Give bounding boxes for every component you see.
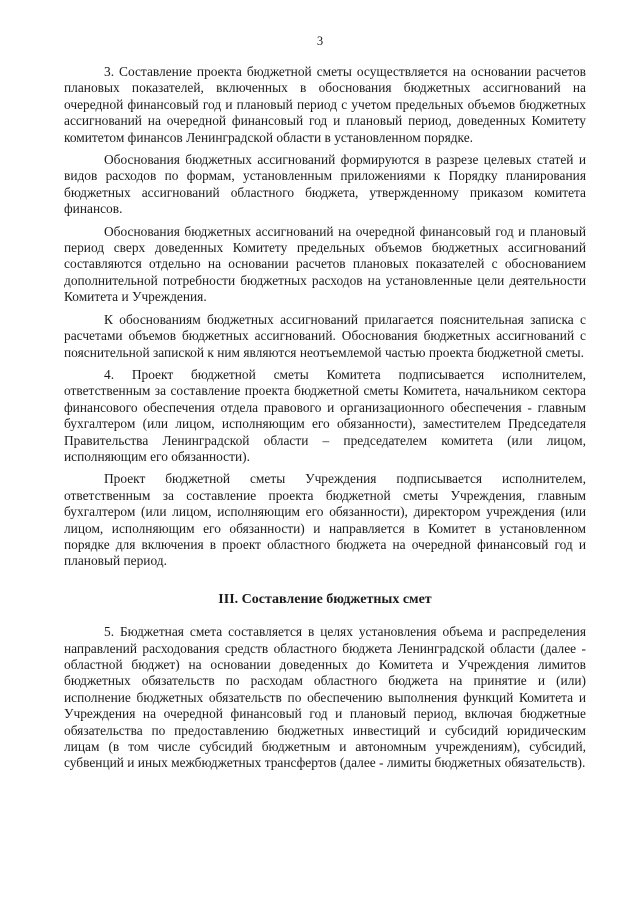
- paragraph-4-committee-signing: 4. Проект бюджетной сметы Комитета подписывается исполнителем, ответственным за составление проекта бюджетной сметы Комитета, начальником сектора финансового обеспечения отдела правового и организационного обеспечения - главным бухгалтером (или лицом, исполняющим его обязанности), заместителем Председателя Правительства Ленинградской области – председателем комитета (или лицом, исполняющим его обязанности).: [64, 366, 586, 464]
- paragraph-5-budget-estimate: 5. Бюджетная смета составляется в целях установления объема и распределения направлений расходования средств областного бюджета Ленинградской области (далее - областной бюджет) на основании доведенных до Комитета и Учреждения лимитов бюджетных обязательств по расходам областного бюджета на принятие и (или) исполнение бюджетных обязательств по обеспечению выполнения функций Комитета и Учреждения на очередной финансовый год и плановый период, включая бюджетные обязательства по предоставлению бюджетных инвестиций и субсидий юридическим лицам (в том числе субсидий бюджетным и автономным учреждениям), субсидий, субвенций и иных межбюджетных трансфертов (далее - лимиты бюджетных обязательств).: [64, 624, 586, 771]
- document-body: [64, 64, 586, 778]
- paragraph-institution-signing: Проект бюджетной сметы Учреждения подписывается исполнителем, ответственным за составление проекта бюджетной сметы Учреждения, главным бухгалтером (или лицом, исполняющим его обязанности), директором учреждения (или лицом, исполняющим его обязанности) и направляется в Комитет в установленном порядке для включения в проект областного бюджета на очередной финансовый год и плановый период.: [64, 471, 586, 569]
- page-number: 3: [316, 34, 324, 48]
- section-heading: III. Составление бюджетных смет: [218, 591, 432, 607]
- paragraph-3-estimate-preparation: 3. Составление проекта бюджетной сметы осуществляется на основании расчетов плановых показателей, включенных в обоснования бюджетных ассигнований на очередной финансовый год и плановый период с учетом предельных объемов бюджетных ассигнований на очередной финансовый год и плановый период, доведенных Комитету комитетом финансов Ленинградской области в установленном порядке.: [64, 64, 586, 145]
- paragraph-justification-above-limits: Обоснования бюджетных ассигнований на очередной финансовый год и плановый период сверх доведенных Комитету предельных объемов бюджетных ассигнований составляются отдельно на основании расчетов плановых показателей с обоснованием дополнительной потребности бюджетных расходов на установленные цели деятельности Комитета и Учреждения.: [64, 223, 586, 305]
- paragraph-explanatory-note: К обоснованиям бюджетных ассигнований прилагается пояснительная записка с расчетами объемов бюджетных ассигнований. Обоснования бюджетных ассигнований с пояснительной запиской к ним являются неотъемлемой частью проекта бюджетной сметы.: [64, 311, 586, 360]
- paragraph-justification-forms: Обоснования бюджетных ассигнований формируются в разрезе целевых статей и видов расходов по формам, установленным приложениями к Порядку планирования бюджетных ассигнований областного бюджета, утвержденному приказом комитета финансов.: [64, 152, 586, 217]
